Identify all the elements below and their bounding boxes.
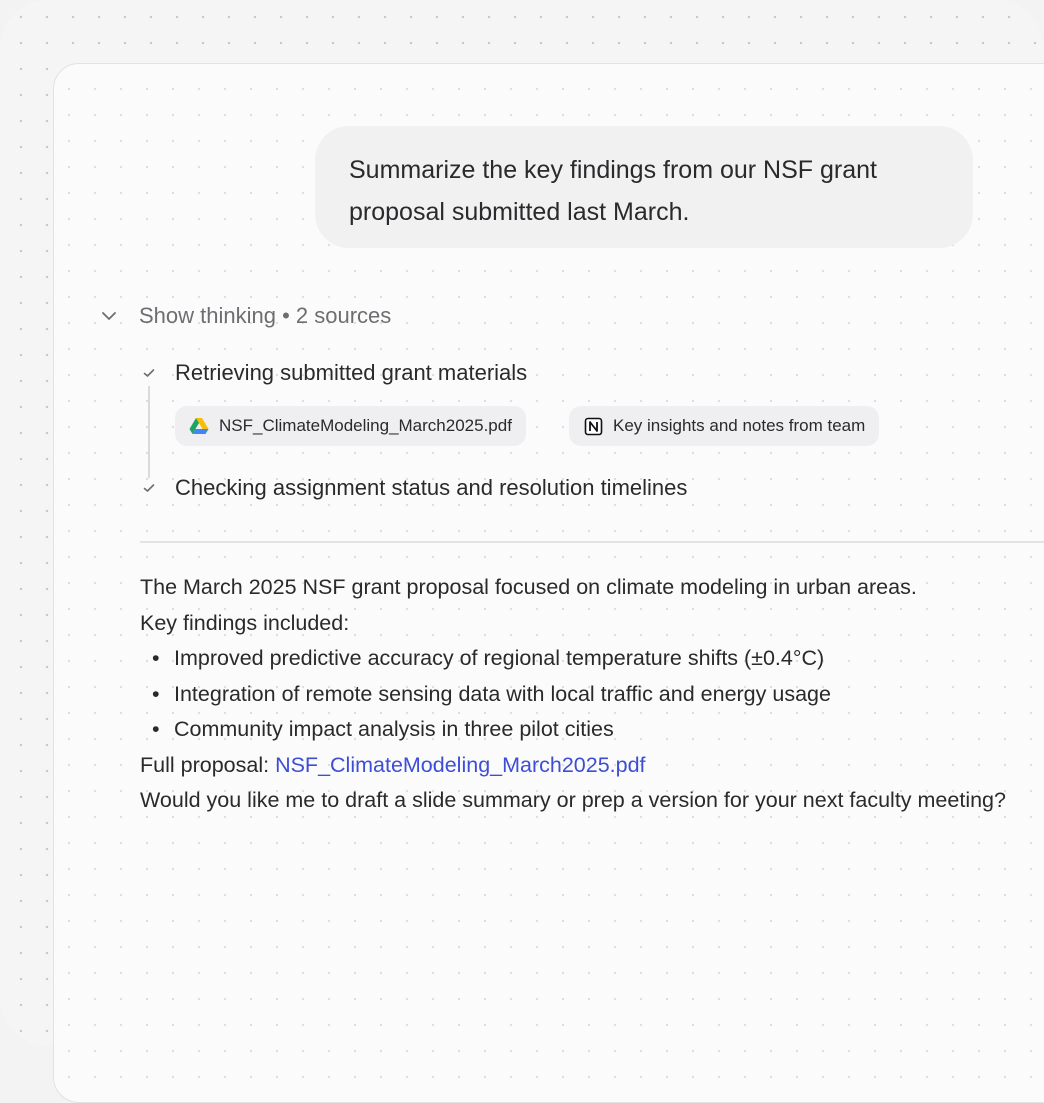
google-drive-icon (189, 416, 209, 436)
show-thinking-label: Show thinking • 2 sources (139, 303, 392, 328)
list-item: • Improved predictive accuracy of regional temperature shifts (±0.4°C) (140, 641, 1020, 677)
thinking-step-label: Checking assignment status and resolution timelines (175, 475, 688, 500)
list-item: • Community impact analysis in three pilot cities (140, 712, 1020, 748)
source-chip-label: Key insights and notes from team (613, 416, 866, 435)
user-message-line-1: Summarize the key findings from our NSF grant (349, 156, 877, 184)
assistant-response (140, 570, 1020, 819)
source-chip-drive[interactable] (175, 406, 526, 446)
findings-heading: Key findings included: (140, 610, 350, 635)
source-chip-label: NSF_ClimateModeling_March2025.pdf (219, 416, 512, 435)
user-message-line-2: proposal submitted last March. (349, 198, 690, 226)
full-proposal-link[interactable]: NSF_ClimateModeling_March2025.pdf (275, 752, 646, 777)
list-item: • Integration of remote sensing data with local traffic and energy usage (140, 677, 1020, 713)
thinking-step (140, 360, 527, 386)
full-proposal-line (140, 748, 1020, 784)
notion-icon (583, 416, 603, 436)
thinking-timeline-connector (148, 386, 150, 478)
source-chip-notion[interactable] (569, 406, 879, 446)
check-icon (140, 479, 158, 497)
check-icon (140, 364, 158, 382)
findings-list (140, 641, 1020, 748)
thinking-step-label: Retrieving submitted grant materials (175, 360, 528, 385)
divider (140, 541, 1044, 543)
thinking-step (140, 475, 687, 501)
response-followup: Would you like me to draft a slide summary or prep a version for your next faculty meeting? (140, 788, 1006, 812)
show-thinking-toggle[interactable] (98, 303, 391, 329)
user-message-bubble (315, 126, 973, 248)
chevron-down-icon (98, 305, 120, 327)
response-intro: The March 2025 NSF grant proposal focused on climate modeling in urban areas. (140, 575, 917, 599)
full-proposal-label: Full proposal: (140, 752, 270, 777)
